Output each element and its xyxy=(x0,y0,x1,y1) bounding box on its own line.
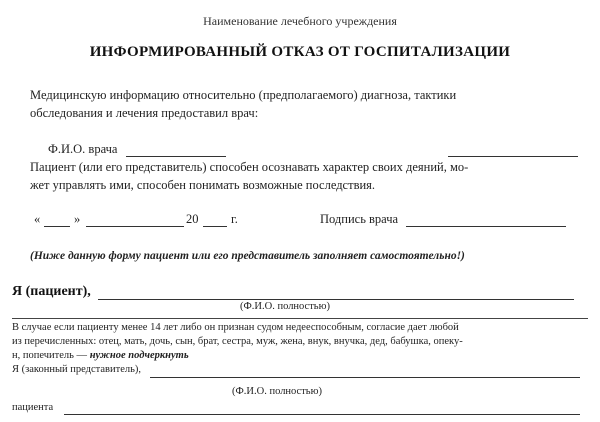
representative-label: Я (законный представитель), xyxy=(12,364,142,375)
note-line-1: В случае если пациенту менее 14 лет либо он признан судом недееспособным, согласие дает любой xyxy=(12,322,459,333)
statement-line-2: жет управлять ими, способен понимать возможные последствия. xyxy=(30,178,376,192)
section-divider xyxy=(12,318,588,319)
signature-field[interactable] xyxy=(406,226,566,227)
representative-name-field[interactable] xyxy=(150,377,580,378)
doctor-name-label: Ф.И.О. врача xyxy=(48,142,118,156)
note-line-3 xyxy=(12,350,189,361)
date-quote-close: » xyxy=(74,212,81,226)
statement-line-1: Пациент (или его представитель) способен осознавать характер своих деяний, мо- xyxy=(30,160,469,174)
patient-name-caption: (Ф.И.О. полностью) xyxy=(240,301,330,312)
representative-name-caption: (Ф.И.О. полностью) xyxy=(232,386,322,397)
signature-label: Подпись врача xyxy=(320,212,399,226)
note-line-3-emphasis: нужное подчеркнуть xyxy=(89,350,189,361)
date-year-suffix: г. xyxy=(231,212,238,226)
document-title: ИНФОРМИРОВАННЫЙ ОТКАЗ ОТ ГОСПИТАЛИЗАЦИИ xyxy=(89,44,511,60)
date-quote-open: « xyxy=(34,212,41,226)
patient-label: Я (пациент), xyxy=(12,284,91,299)
patient-of-field[interactable] xyxy=(64,414,580,415)
date-year-prefix: 20 xyxy=(186,212,199,226)
date-month-field[interactable] xyxy=(86,226,184,227)
instruction-note: (Ниже данную форму пациент или его представитель заполняет самостоятельно!) xyxy=(30,250,465,262)
note-line-2: из перечисленных: отец, мать, дочь, сын, брат, сестра, муж, жена, внук, внучка, дед, бабушка, опеку- xyxy=(12,336,463,347)
patient-of-label: пациента xyxy=(12,402,54,413)
date-day-field[interactable] xyxy=(44,226,70,227)
info-line-1: Медицинскую информацию относительно (предполагаемого) диагноза, тактики xyxy=(30,88,457,102)
doctor-name-field[interactable] xyxy=(126,156,226,157)
patient-name-field[interactable] xyxy=(98,299,574,300)
doctor-extra-field[interactable] xyxy=(448,156,578,157)
institution-name: Наименование лечебного учреждения xyxy=(203,14,397,28)
info-line-2: обследования и лечения предоставил врач: xyxy=(30,106,259,120)
date-year-field[interactable] xyxy=(203,226,227,227)
note-line-3-start: н, попечитель — xyxy=(12,350,88,361)
